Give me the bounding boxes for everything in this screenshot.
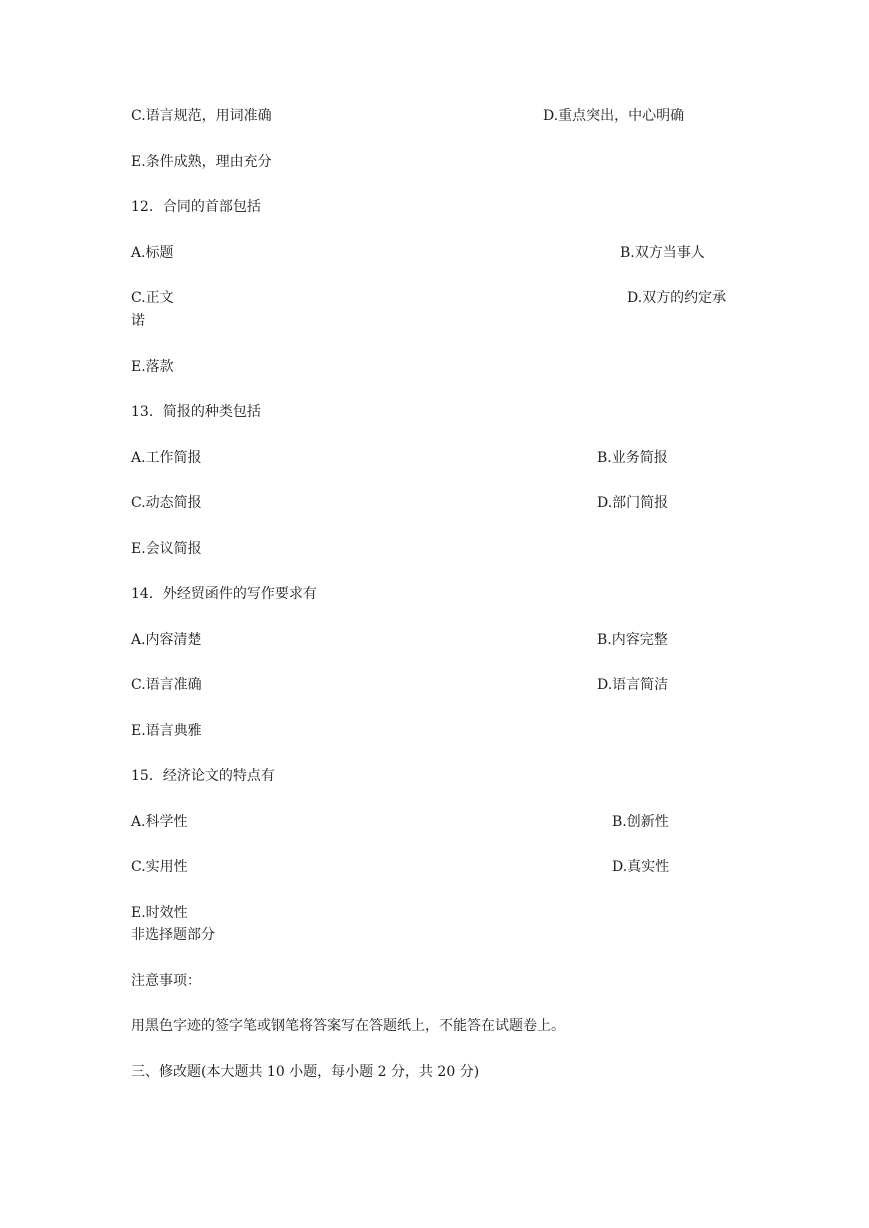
q15-option-e: E.时效性 <box>131 905 188 921</box>
q12-option-e: E.落款 <box>131 359 174 375</box>
q14-option-c: C.语言准确 <box>131 677 202 693</box>
q11-option-c: C.语言规范，用词准确 <box>131 108 272 124</box>
q13-option-e: E.会议简报 <box>131 541 202 557</box>
q13-option-b: B.业务简报 <box>597 450 668 466</box>
q11-option-d: D.重点突出，中心明确 <box>543 108 685 124</box>
q15-option-b: B.创新性 <box>612 814 669 830</box>
q14-stem: 14．外经贸函件的写作要求有 <box>131 586 317 602</box>
q14-option-a: A.内容清楚 <box>131 632 202 648</box>
q15-option-a: A.科学性 <box>131 814 188 830</box>
q12-option-a: A.标题 <box>131 245 174 261</box>
q13-option-c: C.动态简报 <box>131 495 202 511</box>
q12-stem: 12．合同的首部包括 <box>131 199 261 215</box>
q12-option-c: C.正文 <box>131 290 174 306</box>
q13-option-d: D.部门简报 <box>597 495 669 511</box>
q15-option-c: C.实用性 <box>131 859 188 875</box>
q15-stem: 15．经济论文的特点有 <box>131 768 275 784</box>
notice-text: 用黑色字迹的签字笔或钢笔将答案写在答题纸上，不能答在试题卷上。 <box>131 1018 565 1034</box>
q13-stem: 13．简报的种类包括 <box>131 404 261 420</box>
section-heading: 三、修改题(本大题共 10 小题，每小题 2 分，共 20 分) <box>131 1064 480 1080</box>
q12-option-d-wrap: 诺 <box>131 313 145 329</box>
q12-option-d: D.双方的约定承 <box>627 290 727 306</box>
q14-option-b: B.内容完整 <box>597 632 668 648</box>
q11-option-e: E.条件成熟，理由充分 <box>131 154 272 170</box>
q14-option-e: E.语言典雅 <box>131 723 202 739</box>
q15-option-d: D.真实性 <box>612 859 670 875</box>
part-title: 非选择题部分 <box>131 927 215 943</box>
notice-title: 注意事项： <box>131 973 201 989</box>
q14-option-d: D.语言简洁 <box>597 677 669 693</box>
q13-option-a: A.工作简报 <box>131 450 202 466</box>
q12-option-b: B.双方当事人 <box>620 245 705 261</box>
